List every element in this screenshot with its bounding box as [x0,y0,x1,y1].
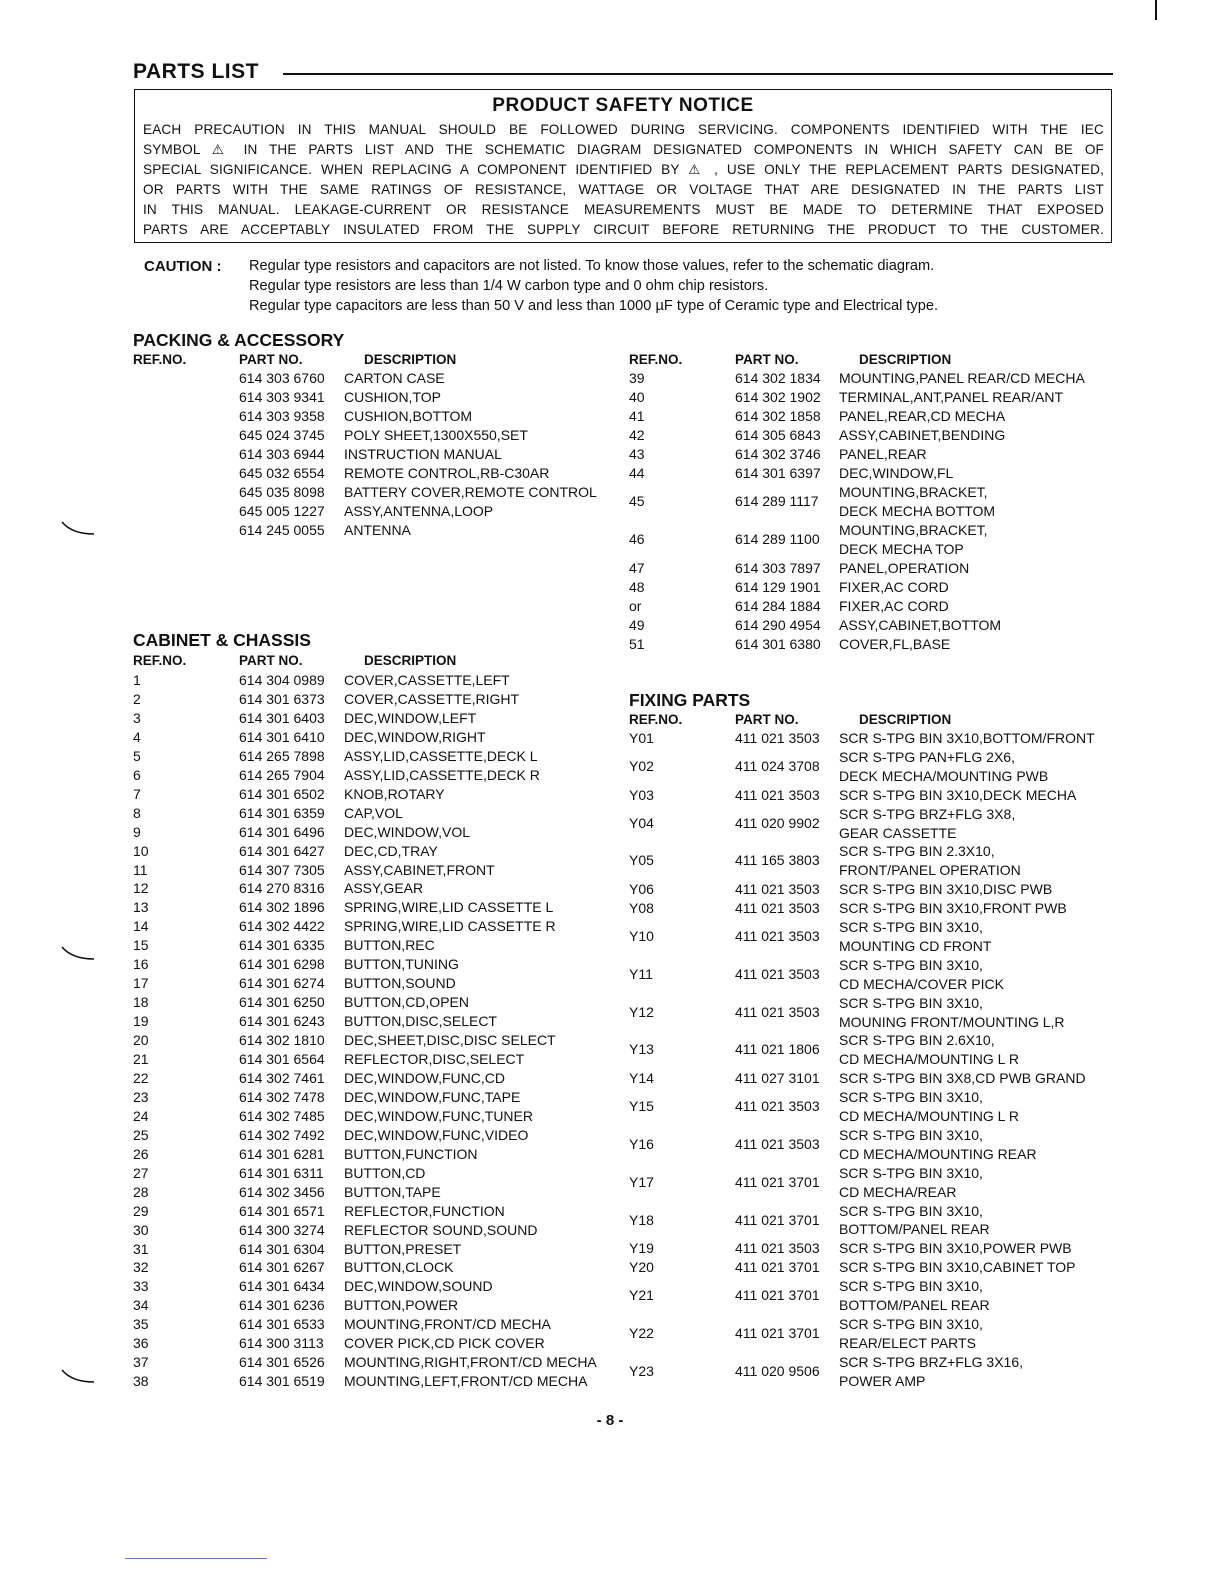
description: SPRING,WIRE,LID CASSETTE R [344,918,556,935]
description: REFLECTOR,FUNCTION [344,1202,505,1219]
description: ASSY,LID,CASSETTE,DECK R [344,766,540,783]
notice-line: PARTS ARE ACCEPTABLY INSULATED FROM THE SUPPLY CIRCUIT BEFORE RETURNING THE PRODUCT TO THE CUSTOMER. [143,222,1104,237]
part-no: 614 301 6434 [239,1278,325,1295]
ref-no: 44 [629,465,645,481]
ref-no: Y10 [629,928,654,944]
description-cont: CD MECHA/REAR [839,1183,957,1200]
ref-no: 1 [133,672,141,688]
description-cont: CD MECHA/MOUNTING REAR [839,1145,1037,1162]
part-no: 411 021 3503 [735,786,820,803]
description: SCR S-TPG BIN 3X10,DECK MECHA [839,786,1077,803]
ref-no: 38 [133,1373,149,1390]
ref-no: 47 [629,560,645,576]
ref-no: Y08 [629,900,654,917]
part-no: 614 302 3746 [735,446,821,462]
part-no: 411 021 3503 [735,928,820,944]
ref-no: 40 [629,389,645,405]
part-no: 411 024 3708 [735,757,820,774]
description: REFLECTOR SOUND,SOUND [344,1221,538,1238]
ref-no: 37 [133,1354,149,1371]
description: SPRING,WIRE,LID CASSETTE L [344,899,554,916]
description-cont: REAR/ELECT PARTS [839,1334,976,1351]
ref-no: Y17 [629,1173,654,1190]
ref-no: Y01 [629,730,654,746]
ref-no: Y02 [629,757,654,774]
margin-mark [60,945,96,965]
description: DEC,WINDOW,SOUND [344,1278,493,1295]
part-no: 614 301 6526 [239,1354,325,1371]
part-no: 614 302 7485 [239,1107,325,1124]
description: SCR S-TPG BIN 3X10, [839,919,983,935]
description: MOUNTING,RIGHT,FRONT/CD MECHA [344,1354,597,1371]
description: ASSY,LID,CASSETTE,DECK L [344,747,538,764]
ref-no: 49 [629,617,645,633]
description-cont: BOTTOM/PANEL REAR [839,1297,990,1313]
part-no: 614 305 6843 [735,427,821,443]
ref-no: Y23 [629,1362,654,1379]
description: BUTTON,CD,OPEN [344,994,469,1011]
ref-no: Y22 [629,1324,654,1341]
ref-no: 19 [133,1013,149,1030]
section-title-fixing: FIXING PARTS [629,690,751,710]
part-no: 614 301 6236 [239,1297,325,1314]
description: PANEL,REAR [839,446,927,462]
part-no: 614 302 4422 [239,918,325,935]
description-cont: POWER AMP [839,1372,926,1389]
part-no: 614 301 6250 [239,994,325,1011]
ref-no: 4 [133,728,141,745]
part-no: 614 301 6359 [239,804,325,821]
description: ASSY,ANTENNA,LOOP [344,503,494,519]
ref-no: 2 [133,690,141,707]
part-no: 614 303 7897 [735,560,821,576]
part-no: 614 301 6267 [239,1259,325,1276]
part-no: 645 035 8098 [239,484,325,500]
ref-no: 34 [133,1297,149,1314]
description-cont: DECK MECHA BOTTOM [839,503,996,519]
part-no: 614 301 6410 [239,728,325,745]
ref-no: 14 [133,918,149,935]
header-ref: REF.NO. [133,352,187,367]
part-no: 614 302 7461 [239,1069,325,1086]
ref-no: 22 [133,1069,149,1086]
part-no: 411 021 3701 [735,1211,820,1228]
part-no: 614 303 9358 [239,408,325,424]
part-no: 614 301 6397 [735,465,821,481]
ref-no: 31 [133,1240,149,1257]
description: COVER PICK,CD PICK COVER [344,1335,545,1352]
ref-no: 30 [133,1221,149,1238]
part-no: 614 301 6311 [239,1164,324,1181]
caution-line: Regular type capacitors are less than 50 V and less than 1000 µF type of Ceramic type and Electrical type. [249,298,939,314]
ref-no: 8 [133,804,141,821]
part-no: 614 307 7305 [239,861,325,878]
part-no: 614 301 6496 [239,823,325,840]
ref-no: 17 [133,975,149,992]
part-no: 614 302 1896 [239,899,325,916]
ref-no: Y14 [629,1070,654,1087]
description: BATTERY COVER,REMOTE CONTROL [344,484,597,500]
description: BUTTON,CD [344,1164,426,1181]
description: REFLECTOR,DISC,SELECT [344,1051,525,1067]
ref-no: 5 [133,747,141,764]
description: TERMINAL,ANT,PANEL REAR/ANT [839,389,1064,405]
ref-no: 51 [629,636,645,652]
ref-no: 9 [133,823,141,840]
ref-no: 45 [629,493,645,509]
description: ANTENNA [344,522,411,538]
ref-no: 43 [629,446,645,462]
part-no: 614 300 3113 [239,1335,324,1352]
description: CARTON CASE [344,370,445,386]
safety-notice-box [134,89,1112,243]
ref-no: Y06 [629,881,654,898]
description: COVER,FL,BASE [839,636,951,652]
part-no: 411 021 3701 [735,1324,820,1341]
part-no: 614 265 7898 [239,747,325,764]
description-cont: BOTTOM/PANEL REAR [839,1221,990,1238]
description-cont: CD MECHA/MOUNTING L R [839,1108,1019,1124]
description: CUSHION,BOTTOM [344,408,473,424]
ref-no: 36 [133,1335,149,1352]
margin-mark [60,520,96,540]
ref-no: Y20 [629,1259,654,1276]
description: COVER,CASSETTE,LEFT [344,672,510,688]
ref-no: Y15 [629,1098,654,1115]
ref-no: 35 [133,1316,149,1333]
ref-no: 16 [133,956,149,973]
part-no: 645 024 3745 [239,427,325,443]
part-no: 614 302 3456 [239,1183,325,1200]
part-no: 614 301 6373 [239,690,325,707]
description: SCR S-TPG BIN 3X10,DISC PWB [839,881,1053,898]
description: SCR S-TPG BIN 3X10,CABINET TOP [839,1259,1076,1276]
ref-no: 27 [133,1164,149,1181]
ref-no: Y19 [629,1240,654,1257]
description: ASSY,GEAR [344,880,424,897]
description: SCR S-TPG BIN 3X10,POWER PWB [839,1240,1072,1257]
description: MOUNTING,BRACKET, [839,522,988,538]
page-title: PARTS LIST [133,60,259,83]
part-no: 614 265 7904 [239,766,325,783]
header-desc: DESCRIPTION [364,352,457,367]
scan-edge-line [125,1558,267,1559]
ref-no: Y16 [629,1135,654,1152]
part-no: 645 005 1227 [239,503,325,519]
part-no: 411 021 3503 [735,1240,820,1257]
part-no: 614 289 1100 [735,531,820,547]
ref-no: 15 [133,937,149,954]
description: FIXER,AC CORD [839,598,949,614]
ref-no: 11 [133,861,148,878]
description: DEC,WINDOW,RIGHT [344,728,486,745]
ref-no: 42 [629,427,645,443]
part-no: 614 301 6427 [239,842,325,859]
part-no: 614 289 1117 [735,493,819,509]
part-no: 614 301 6502 [239,785,325,802]
description: SCR S-TPG BIN 3X10,BOTTOM/FRONT [839,730,1095,746]
ref-no: 18 [133,994,149,1011]
part-no: 614 270 8316 [239,880,325,897]
part-no: 614 302 7492 [239,1126,325,1143]
part-no: 411 021 3503 [735,730,820,746]
description: BUTTON,PRESET [344,1240,462,1257]
description-cont: MOUNING FRONT/MOUNTING L,R [839,1013,1065,1030]
part-no: 411 021 3503 [735,1098,820,1115]
description: DEC,WINDOW,FUNC,VIDEO [344,1126,529,1143]
description: BUTTON,REC [344,937,435,954]
description: BUTTON,TAPE [344,1183,441,1200]
section-title-packing: PACKING & ACCESSORY [133,330,345,350]
ref-no: 23 [133,1088,149,1105]
description: BUTTON,DISC,SELECT [344,1013,497,1030]
part-no: 614 303 9341 [239,389,325,405]
part-no: 614 302 1902 [735,389,821,405]
description: SCR S-TPG BIN 3X10, [839,994,983,1011]
part-no: 614 129 1901 [735,579,821,595]
header-ref: REF.NO. [629,712,683,727]
part-no: 411 021 3503 [735,965,820,982]
header-desc: DESCRIPTION [364,653,457,668]
description: SCR S-TPG BIN 3X10, [839,1202,983,1219]
description: SCR S-TPG BIN 3X10, [839,1315,983,1332]
header-part: PART NO. [735,712,799,727]
ref-no: 46 [629,531,645,547]
ref-no: Y21 [629,1287,654,1304]
notice-heading: PRODUCT SAFETY NOTICE [492,95,754,116]
ref-no: Y12 [629,1003,654,1020]
part-no: 614 301 6403 [239,709,325,726]
description: SCR S-TPG BIN 3X10, [839,1126,983,1143]
description: MOUNTING,PANEL REAR/CD MECHA [839,370,1085,386]
part-no: 411 021 3503 [735,900,820,917]
ref-no: Y05 [629,852,654,869]
description: BUTTON,TUNING [344,956,459,973]
description: REMOTE CONTROL,RB-C30AR [344,465,550,481]
part-no: 411 165 3803 [735,852,820,869]
description: SCR S-TPG PAN+FLG 2X6, [839,748,1015,765]
description: SCR S-TPG BIN 3X10, [839,1089,983,1106]
ref-no: 32 [133,1259,149,1276]
part-no: 614 301 6564 [239,1051,325,1067]
description: DEC,WINDOW,VOL [344,823,471,840]
description: SCR S-TPG BIN 2.6X10, [839,1032,995,1049]
part-no: 614 301 6533 [239,1316,325,1333]
notice-line: OR PARTS WITH THE SAME RATINGS OF RESISTANCE, WATTAGE OR VOLTAGE THAT ARE DESIGNATED IN THE PARTS LIST [143,182,1104,197]
caution-line: Regular type resistors are less than 1/4 W carbon type and 0 ohm chip resistors. [249,278,769,294]
part-no: 614 290 4954 [735,617,821,633]
description: BUTTON,CLOCK [344,1259,454,1276]
part-no: 614 302 1858 [735,408,821,424]
description: POLY SHEET,1300X550,SET [344,427,528,443]
part-no: 614 284 1884 [735,598,821,614]
description: DEC,SHEET,DISC,DISC SELECT [344,1032,556,1049]
ref-no: 33 [133,1278,149,1295]
part-no: 614 301 6304 [239,1240,325,1257]
description: SCR S-TPG BRZ+FLG 3X8, [839,805,1016,822]
description: ASSY,CABINET,FRONT [344,861,495,878]
ref-no: 20 [133,1032,149,1049]
description: SCR S-TPG BIN 3X10, [839,1278,983,1295]
part-no: 411 027 3101 [735,1070,820,1087]
ref-no: Y03 [629,786,654,803]
description-cont: GEAR CASSETTE [839,824,957,841]
part-no: 411 021 3701 [735,1173,820,1190]
margin-mark [60,1368,96,1388]
part-no: 614 302 1834 [735,370,821,386]
part-no: 411 021 3503 [735,881,820,898]
part-no: 411 021 3503 [735,1135,820,1152]
description: MOUNTING,FRONT/CD MECHA [344,1316,551,1333]
header-ref: REF.NO. [629,352,683,367]
ref-no: Y18 [629,1211,654,1228]
description: SCR S-TPG BIN 2.3X10, [839,843,995,860]
part-no: 614 301 6335 [239,937,325,954]
part-no: 614 302 7478 [239,1088,325,1105]
part-no: 614 301 6571 [239,1202,325,1219]
ref-no: Y04 [629,814,654,831]
part-no: 614 301 6281 [239,1145,325,1162]
ref-no: 13 [133,899,149,916]
part-no: 411 020 9902 [735,814,820,831]
description: SCR S-TPG BIN 3X10, [839,956,983,973]
description: CAP,VOL [344,804,403,821]
header-desc: DESCRIPTION [859,712,952,727]
ref-no: 26 [133,1145,149,1162]
part-no: 614 304 0989 [239,672,325,688]
part-no: 645 032 6554 [239,465,325,481]
part-no: 614 303 6944 [239,446,325,462]
description: DEC,WINDOW,FUNC,TAPE [344,1088,521,1105]
description: SCR S-TPG BIN 3X10, [839,1164,983,1181]
description-cont: DECK MECHA TOP [839,541,964,557]
notice-line: IN THIS MANUAL. LEAKAGE-CURRENT OR RESISTANCE MEASUREMENTS MUST BE MADE TO DETERMINE THAT EXPOSED [143,202,1104,217]
part-no: 614 301 6519 [239,1373,325,1390]
header-ref: REF.NO. [133,653,187,668]
ref-no: 25 [133,1126,149,1143]
ref-no: Y13 [629,1041,654,1058]
ref-no: 29 [133,1202,149,1219]
description-cont: CD MECHA/COVER PICK [839,975,1004,992]
description: BUTTON,POWER [344,1297,459,1314]
caution-label: CAUTION : [144,258,222,275]
ref-no: 3 [133,709,141,726]
description: DEC,WINDOW,FUNC,TUNER [344,1107,533,1124]
part-no: 411 021 3701 [735,1287,820,1304]
description: SCR S-TPG BIN 3X10,FRONT PWB [839,900,1067,917]
part-no: 411 020 9506 [735,1362,820,1379]
ref-no: 10 [133,842,149,859]
ref-no: 12 [133,880,149,897]
description: FIXER,AC CORD [839,579,949,595]
header-desc: DESCRIPTION [859,352,952,367]
part-no: 411 021 3701 [735,1259,820,1276]
description-cont: MOUNTING CD FRONT [839,937,992,954]
description: BUTTON,SOUND [344,975,456,992]
description: ASSY,CABINET,BOTTOM [839,617,1002,633]
part-no: 614 245 0055 [239,522,325,538]
part-no: 614 303 6760 [239,370,325,386]
section-title-cabinet: CABINET & CHASSIS [133,630,311,650]
description: PANEL,REAR,CD MECHA [839,408,1006,424]
notice-line: SPECIAL SIGNIFICANCE. WHEN REPLACING A COMPONENT IDENTIFIED BY ⚠ , USE ONLY THE REPLACEMENT PARTS DESIGNATED, [143,162,1104,177]
ref-no: 28 [133,1183,149,1200]
ref-no: 6 [133,766,141,783]
notice-line: EACH PRECAUTION IN THIS MANUAL SHOULD BE FOLLOWED DURING SERVICING. COMPONENTS IDENTIFIED WITH THE IEC [143,122,1104,137]
description-cont: DECK MECHA/MOUNTING PWB [839,767,1049,784]
description: MOUNTING,BRACKET, [839,484,988,500]
notice-line: SYMBOL ⚠ IN THE PARTS LIST AND THE SCHEMATIC DIAGRAM DESIGNATED COMPONENTS IN WHICH SAFETY CAN BE OF [143,142,1104,157]
description: SCR S-TPG BIN 3X8,CD PWB GRAND [839,1070,1086,1087]
description: INSTRUCTION MANUAL [344,446,502,462]
description: PANEL,OPERATION [839,560,970,576]
ref-no: or [629,598,642,614]
ref-no: 48 [629,579,645,595]
description: DEC,WINDOW,FUNC,CD [344,1069,505,1086]
part-no: 614 301 6298 [239,956,325,973]
ref-no: 24 [133,1107,149,1124]
description: BUTTON,FUNCTION [344,1145,478,1162]
description: COVER,CASSETTE,RIGHT [344,690,520,707]
caution-line: Regular type resistors and capacitors are not listed. To know those values, refer to the schematic diagram. [249,258,935,274]
part-no: 411 021 1806 [735,1041,820,1058]
corner-mark [1155,0,1157,20]
part-no: 614 301 6380 [735,636,821,652]
part-no: 614 300 3274 [239,1221,325,1238]
description: DEC,WINDOW,LEFT [344,709,477,726]
part-no: 411 021 3503 [735,1003,820,1020]
part-no: 614 301 6243 [239,1013,325,1030]
part-no: 614 302 1810 [239,1032,325,1049]
header-part: PART NO. [239,352,303,367]
part-no: 614 301 6274 [239,975,325,992]
description: DEC,CD,TRAY [344,842,438,859]
description: CUSHION,TOP [344,389,441,405]
description: MOUNTING,LEFT,FRONT/CD MECHA [344,1373,588,1390]
title-rule [283,73,1113,75]
ref-no: Y11 [629,965,653,982]
page-number: - 8 - [596,1412,624,1429]
description: SCR S-TPG BRZ+FLG 3X16, [839,1353,1023,1370]
ref-no: 7 [133,785,141,802]
header-part: PART NO. [735,352,799,367]
ref-no: 39 [629,370,645,386]
ref-no: 41 [629,408,645,424]
ref-no: 21 [133,1051,149,1067]
header-part: PART NO. [239,653,303,668]
description-cont: FRONT/PANEL OPERATION [839,862,1021,879]
description: ASSY,CABINET,BENDING [839,427,1006,443]
description: DEC,WINDOW,FL [839,465,954,481]
description: KNOB,ROTARY [344,785,445,802]
description-cont: CD MECHA/MOUNTING L R [839,1051,1019,1068]
